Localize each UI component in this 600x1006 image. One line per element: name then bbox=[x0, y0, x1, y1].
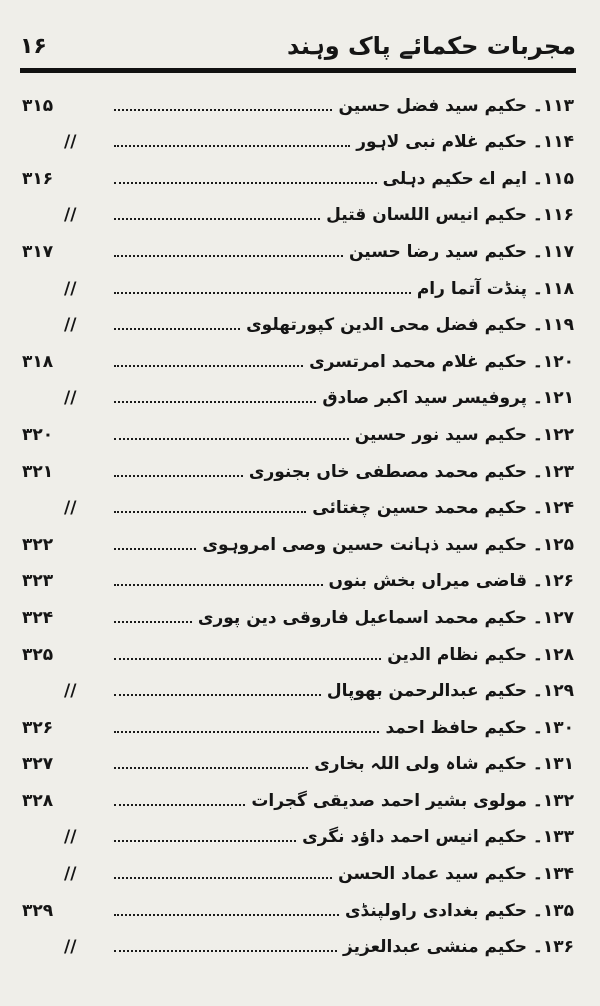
toc-entry bbox=[20, 411, 574, 448]
dot-leader bbox=[114, 840, 296, 842]
dot-leader bbox=[114, 109, 332, 111]
toc-entry bbox=[20, 228, 574, 265]
dot-leader bbox=[114, 292, 411, 294]
toc-entry bbox=[20, 668, 574, 705]
toc-entry bbox=[20, 375, 574, 412]
toc-entry bbox=[20, 631, 574, 668]
entry-label: ۱۲۸۔ حکیم نظام الدین bbox=[387, 644, 574, 665]
entry-label: ۱۲۳۔ حکیم محمد مصطفی خاں بجنوری bbox=[248, 461, 574, 482]
entry-page-number: // bbox=[64, 827, 77, 848]
entry-label: ۱۱۵۔ ایم اے حکیم دہلی bbox=[382, 168, 574, 189]
entry-page-number: // bbox=[64, 278, 77, 299]
entry-page-number: // bbox=[64, 864, 77, 885]
toc-entry bbox=[20, 594, 574, 631]
toc-entry bbox=[20, 485, 574, 522]
entry-label: ۱۱۷۔ حکیم سید رضا حسین bbox=[348, 241, 574, 262]
dot-leader bbox=[114, 621, 192, 623]
entry-page-number: ۳۱۵ bbox=[22, 95, 54, 116]
book-title: مجربات حکمائے پاک وہند bbox=[287, 32, 576, 60]
header-rule bbox=[20, 68, 576, 73]
entry-label: ۱۲۹۔ حکیم عبدالرحمن بھوپال bbox=[326, 681, 574, 702]
dot-leader bbox=[114, 658, 381, 660]
entry-label: ۱۲۶۔ قاضی میراں بخش بنوں bbox=[328, 571, 574, 592]
entry-page-number: // bbox=[64, 132, 77, 153]
toc-entry bbox=[20, 302, 574, 339]
entry-page-number: ۳۲۷ bbox=[22, 754, 54, 775]
toc-entry bbox=[20, 155, 574, 192]
entry-page-number: ۳۲۹ bbox=[22, 900, 54, 921]
entry-page-number: ۳۲۸ bbox=[22, 790, 54, 811]
entry-page-number: ۳۱۸ bbox=[22, 351, 54, 372]
toc-entry bbox=[20, 741, 574, 778]
toc-entry bbox=[20, 521, 574, 558]
toc-entry bbox=[20, 338, 574, 375]
entry-page-number: // bbox=[64, 937, 77, 958]
entry-label: ۱۳۶۔ حکیم منشی عبدالعزیز bbox=[343, 937, 574, 958]
entry-page-number: ۳۲۵ bbox=[22, 644, 54, 665]
dot-leader bbox=[114, 804, 245, 806]
dot-leader bbox=[114, 328, 240, 330]
toc-entry bbox=[20, 558, 574, 595]
entry-page-number: ۳۱۷ bbox=[22, 241, 54, 262]
entry-page-number: // bbox=[64, 205, 77, 226]
toc-entry bbox=[20, 850, 574, 887]
entry-page-number: ۳۲۰ bbox=[22, 424, 54, 445]
entry-label: ۱۲۱۔ پروفیسر سید اکبر صادق bbox=[322, 388, 574, 409]
entry-page-number: ۳۱۶ bbox=[22, 168, 54, 189]
entry-page-number: // bbox=[64, 388, 77, 409]
dot-leader bbox=[114, 584, 323, 586]
toc-entry bbox=[20, 82, 574, 119]
toc-entry bbox=[20, 814, 574, 851]
toc-entry bbox=[20, 777, 574, 814]
entry-page-number: ۳۲۴ bbox=[22, 607, 54, 628]
dot-leader bbox=[114, 950, 337, 952]
dot-leader bbox=[114, 694, 321, 696]
toc-entry bbox=[20, 924, 574, 961]
dot-leader bbox=[114, 731, 379, 733]
entry-page-number: ۳۲۲ bbox=[22, 534, 54, 555]
entry-page-number: // bbox=[64, 315, 77, 336]
page-header bbox=[20, 32, 576, 68]
dot-leader bbox=[114, 548, 196, 550]
entry-label: ۱۳۵۔ حکیم بغدادی راولپنڈی bbox=[344, 900, 574, 921]
dot-leader bbox=[114, 914, 339, 916]
entry-label: ۱۳۴۔ حکیم سید عماد الحسن bbox=[338, 864, 574, 885]
dot-leader bbox=[114, 401, 316, 403]
dot-leader bbox=[114, 218, 320, 220]
entry-label: ۱۲۴۔ حکیم محمد حسین چغتائی bbox=[312, 498, 574, 519]
entry-page-number: // bbox=[64, 498, 77, 519]
table-of-contents bbox=[20, 82, 574, 960]
toc-entry bbox=[20, 192, 574, 229]
entry-label: ۱۱۶۔ حکیم انیس اللسان قتیل bbox=[326, 205, 574, 226]
entry-page-number: // bbox=[64, 681, 77, 702]
entry-label: ۱۳۱۔ حکیم شاہ ولی اللہ بخاری bbox=[314, 754, 574, 775]
dot-leader bbox=[114, 438, 349, 440]
entry-label: ۱۱۹۔ حکیم فضل محی الدین کپورتھلوی bbox=[246, 315, 574, 336]
entry-label: ۱۳۲۔ مولوی بشیر احمد صدیقی گجرات bbox=[251, 790, 574, 811]
dot-leader bbox=[114, 511, 306, 513]
entry-label: ۱۲۷۔ حکیم محمد اسماعیل فاروقی دین پوری bbox=[197, 607, 574, 628]
entry-page-number: ۳۲۱ bbox=[22, 461, 54, 482]
toc-entry bbox=[20, 704, 574, 741]
entry-page-number: ۳۲۳ bbox=[22, 571, 54, 592]
dot-leader bbox=[114, 182, 377, 184]
dot-leader bbox=[114, 877, 332, 879]
dot-leader bbox=[114, 365, 303, 367]
dot-leader bbox=[114, 767, 308, 769]
entry-label: ۱۲۰۔ حکیم غلام محمد امرتسری bbox=[309, 351, 574, 372]
entry-label: ۱۱۴۔ حکیم غلام نبی لاہور bbox=[356, 132, 574, 153]
entry-label: ۱۱۸۔ پنڈت آتما رام bbox=[416, 278, 574, 299]
page-number: ۱۶ bbox=[20, 34, 47, 59]
entry-page-number: ۳۲۶ bbox=[22, 717, 54, 738]
toc-entry bbox=[20, 448, 574, 485]
entry-label: ۱۳۳۔ حکیم انیس احمد داؤد نگری bbox=[302, 827, 574, 848]
entry-label: ۱۱۳۔ حکیم سید فضل حسین bbox=[338, 95, 574, 116]
entry-label: ۱۲۵۔ حکیم سید ذہانت حسین وصی امروہوی bbox=[202, 534, 574, 555]
entry-label: ۱۳۰۔ حکیم حافظ احمد bbox=[385, 717, 574, 738]
dot-leader bbox=[114, 255, 343, 257]
dot-leader bbox=[114, 145, 350, 147]
dot-leader bbox=[114, 475, 243, 477]
toc-entry bbox=[20, 119, 574, 156]
toc-entry bbox=[20, 887, 574, 924]
entry-label: ۱۲۲۔ حکیم سید نور حسین bbox=[354, 424, 574, 445]
toc-entry bbox=[20, 265, 574, 302]
